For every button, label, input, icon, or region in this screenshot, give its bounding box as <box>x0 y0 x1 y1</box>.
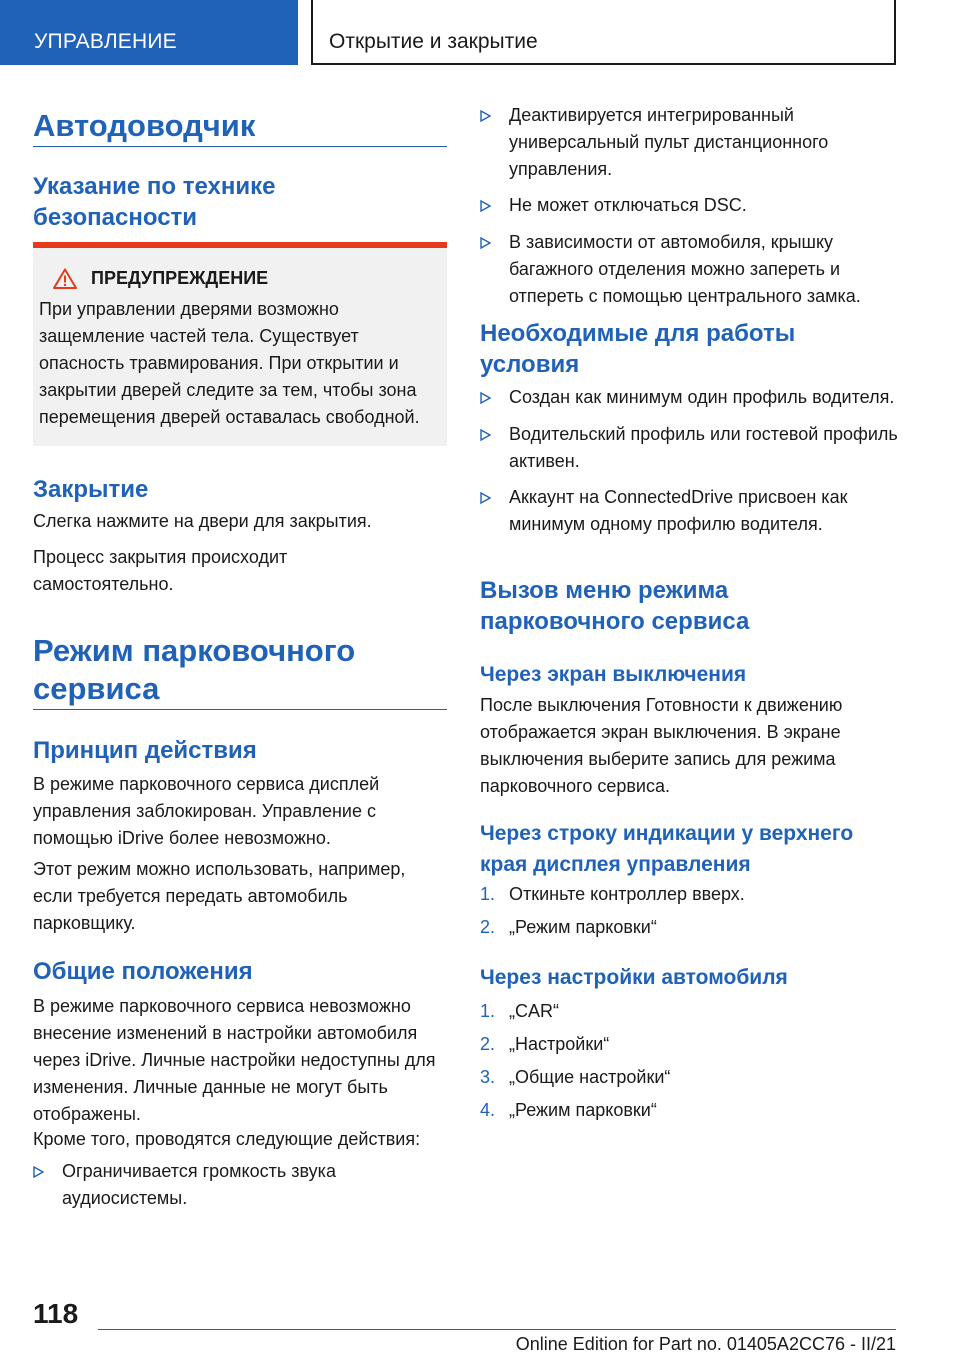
triangle-bullet-icon <box>33 1158 62 1212</box>
list-item-text: Ограничивается громкость звука аудиосистемы. <box>62 1161 336 1208</box>
step-text: Откиньте контроллер вверх. <box>509 884 745 904</box>
menu-heading: Вызов меню режима парковочного сервиса <box>480 577 750 635</box>
requirements-heading: Необходимые для работы условия <box>480 320 796 378</box>
general-paragraph-2: Кроме того, проводятся следующие действия: <box>33 1129 421 1149</box>
step-text: „CAR“ <box>509 1001 559 1021</box>
page-number: 118 <box>33 1298 79 1329</box>
section-title: Открытие и закрытие <box>311 0 896 65</box>
list-item <box>480 229 898 310</box>
step-number: 2. <box>480 917 496 937</box>
list-item <box>480 914 898 941</box>
closing-paragraph-1: Слегка нажмите на двери для закрытия. <box>33 511 372 531</box>
list-item <box>480 881 898 908</box>
triangle-bullet-icon <box>480 484 509 538</box>
warning-title: ПРЕДУПРЕЖДЕНИЕ <box>91 268 269 288</box>
via-status-bar-heading: Через строку индикации у верхнего края дисплея управления <box>480 822 854 876</box>
warning-triangle-icon <box>53 268 77 289</box>
list-item-text: Создан как минимум один профиль водителя. <box>509 387 895 407</box>
chapter-tab: УПРАВЛЕНИЕ <box>0 0 298 65</box>
list-item <box>33 1158 447 1212</box>
valet-rule <box>33 709 447 710</box>
triangle-bullet-icon <box>480 229 509 310</box>
list-item-text: Водительский профиль или гостевой профиль активен. <box>509 424 898 471</box>
list-item <box>480 484 898 538</box>
step-text: „Настройки“ <box>509 1034 610 1054</box>
list-item <box>480 384 898 412</box>
list-item-text: Деактивируется интегрированный универсальный пульт дистанционного управления. <box>509 105 829 179</box>
safety-heading: Указание по технике безопасности <box>33 173 276 231</box>
warning-text: При управлении дверями возможно защемление частей тела. Существует опасность травмирования. При открытии и закрытии дверей следите за тем, чтобы зона перемещения дверей оставалась свободной. <box>39 299 420 427</box>
steps-status-bar <box>480 881 898 941</box>
via-settings-heading: Через настройки автомобиля <box>480 966 788 989</box>
list-item-text: Аккаунт на ConnectedDrive присвоен как минимум одному профилю водителя. <box>509 487 848 534</box>
list-item <box>480 1097 898 1124</box>
footer-rule <box>98 1329 896 1330</box>
closing-heading: Закрытие <box>33 476 149 503</box>
bullet-list-restrictions <box>480 102 898 310</box>
triangle-bullet-icon <box>480 421 509 475</box>
list-item <box>480 102 898 183</box>
step-text: „Общие настройки“ <box>509 1067 671 1087</box>
list-item <box>480 1064 898 1091</box>
steps-settings <box>480 998 898 1124</box>
list-item <box>480 192 898 220</box>
triangle-bullet-icon <box>480 102 509 183</box>
list-item-text: В зависимости от автомобиля, крышку багажного отделения можно запереть и отпереть с помощью центрального замка. <box>509 232 861 306</box>
bullet-list-requirements <box>480 384 898 538</box>
title-rule <box>33 146 447 147</box>
general-paragraph-1: В режиме парковочного сервиса невозможно внесение изменений в настройки автомобиля через iDrive. Личные настройки недоступны для изменения. Личные данные не могут быть отображены. <box>33 996 436 1124</box>
step-text: „Режим парковки“ <box>509 917 657 937</box>
step-text: „Режим парковки“ <box>509 1100 657 1120</box>
triangle-bullet-icon <box>480 192 509 220</box>
list-item <box>480 421 898 475</box>
step-number: 1. <box>480 884 496 904</box>
title-valet-mode: Режим парковочного сервиса <box>33 633 356 706</box>
step-number: 3. <box>480 1067 496 1087</box>
list-item <box>480 1031 898 1058</box>
principle-heading: Принцип действия <box>33 737 257 764</box>
step-number: 1. <box>480 1001 496 1021</box>
principle-paragraph-1: В режиме парковочного сервиса дисплей управления заблокирован. Управление с помощью iDrive более невозможно. <box>33 774 380 848</box>
list-item-text: Не может отключаться DSC. <box>509 195 747 215</box>
edition-note: Online Edition for Part no. 01405A2CC76 - II/21 <box>515 1334 896 1354</box>
via-off-screen-heading: Через экран выключения <box>480 663 747 686</box>
list-item <box>480 998 898 1025</box>
triangle-bullet-icon <box>480 384 509 412</box>
step-number: 4. <box>480 1100 496 1120</box>
closing-paragraph-2: Процесс закрытия происходит самостоятельно. <box>33 547 288 594</box>
title-autoclose: Автодоводчик <box>33 108 256 143</box>
warning-header <box>39 266 437 290</box>
via-off-screen-paragraph: После выключения Готовности к движению отображается экран выключения. В экране выключения выберите запись для режима парковочного сервиса. <box>480 695 843 796</box>
general-heading: Общие положения <box>33 958 253 985</box>
principle-paragraph-2: Этот режим можно использовать, например, если требуется передать автомобиль парковщику. <box>33 859 406 933</box>
step-number: 2. <box>480 1034 496 1054</box>
warning-box <box>33 242 447 446</box>
